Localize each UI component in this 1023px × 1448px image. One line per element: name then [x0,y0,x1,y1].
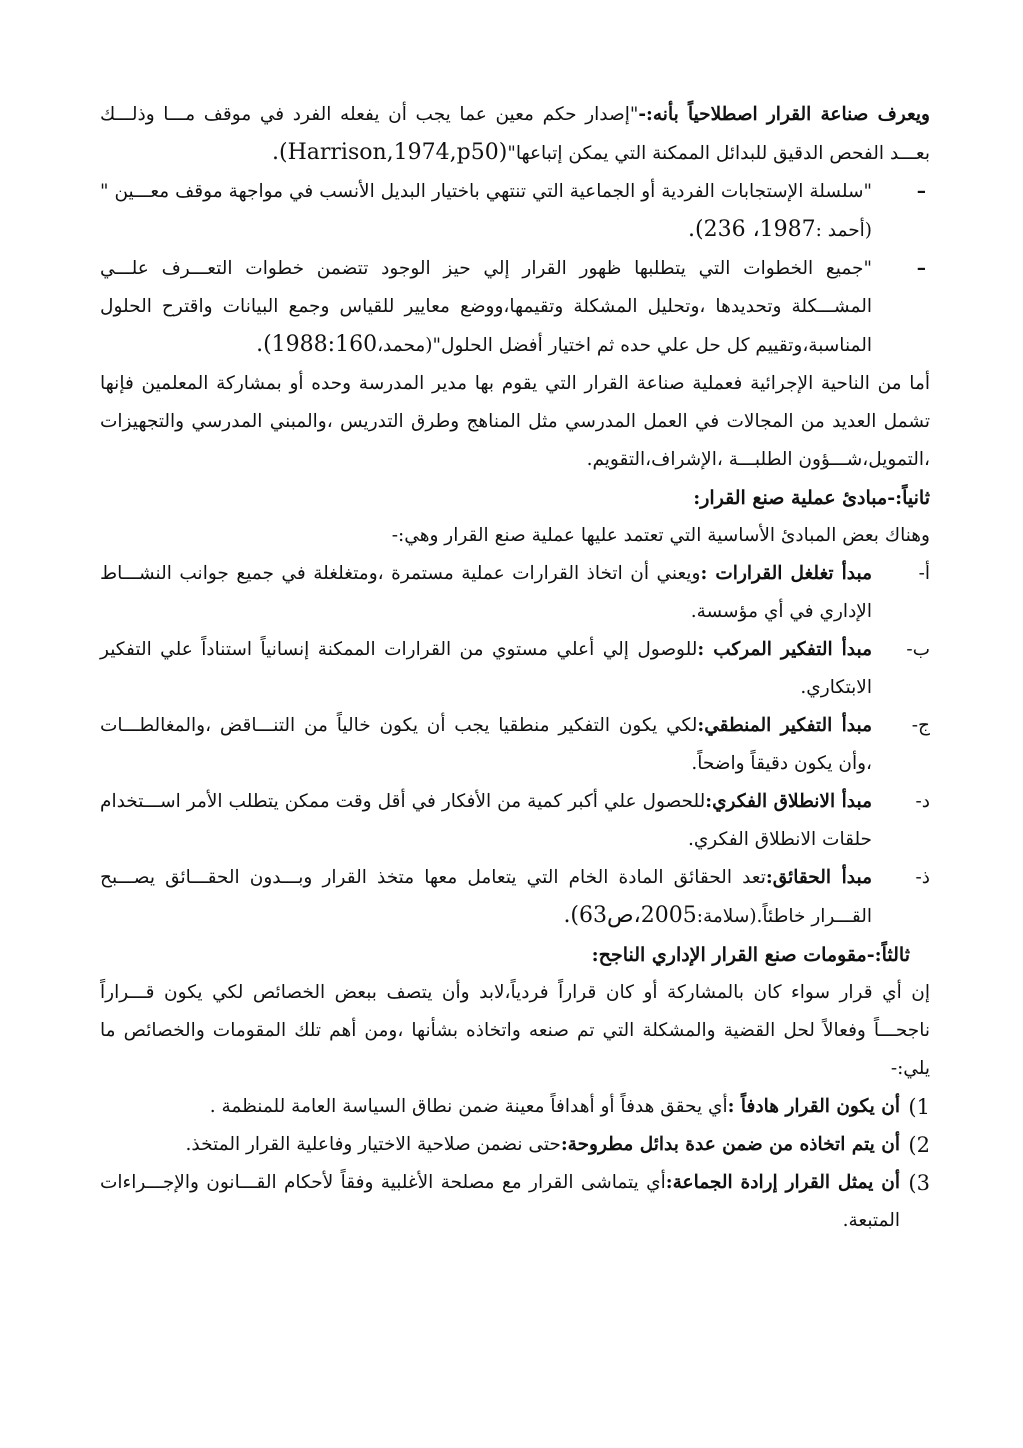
principle-text: للوصول إلي أعلي مستوي من القرارات الممكنة إنسانياً استناداً علي التفكير الابتكاري. [100,639,872,698]
definition-item-2 [100,250,930,365]
component-text: أي يحقق هدفاً أو أهدافاً معينة ضمن نطاق السياسة العامة للمنظمة . [209,1096,728,1117]
procedural-paragraph: أما من الناحية الإجرائية فعملية صناعة القرار التي يقوم بها مدير المدرسة وحده أو بمشاركة المعلمين فإنها تشمل العديد من المجالات في العمل المدرسي مثل المناهج وطرق التدريس ،والمبني المدرسي والتجهيزات ،التمويل،شـــؤون الطلبـــة ،الإشراف،التقويم. [100,373,930,470]
component-title: أن يكون القرار هادفاً : [727,1096,900,1117]
component-text: حتى نضمن صلاحية الاختيار وفاعلية القرار المتخذ. [185,1134,561,1155]
item-letter: د- [915,791,930,812]
definition-item-1 [100,173,930,250]
component-item [100,1088,930,1126]
principle-item [100,859,930,936]
item-letter: ذ- [915,867,930,888]
component-title: أن يتم اتخاذه من ضمن عدة بدائل مطروحة: [560,1134,900,1155]
item-number: 2) [908,1133,930,1157]
principle-item [100,631,930,707]
section-heading-components: ثالثاً:-مقومات صنع القرار الإداري الناجح: [591,944,910,966]
principle-item [100,783,930,859]
components-intro: إن أي قرار سواء كان بالمشاركة أو كان قراراً فردياً،لابد وأن يتصف ببعض الخصائص لكي يكون قـــراراً ناجحـــاً وفعالاً لحل القضية والمشكلة التي تم صنعه واتخاذه بشأنها ،ومن أهم تلك المقومات والخصائص ما يلي:- [100,982,930,1079]
component-item [100,1164,930,1240]
document-page [100,96,930,1240]
definition-text: "إصدار حكم معين عما يجب أن يفعله الفرد في موقف مـــا وذلـــك بعـــد الفحص الدقيق للبدائل الممكنة التي يمكن إتباعها" [100,104,930,164]
principle-item [100,707,930,783]
dash-bullet: – [916,181,926,202]
principle-title: مبدأ تغلغل القرارات : [700,563,872,584]
item-letter: أ- [918,563,930,584]
principle-text: تعد الحقائق المادة الخام التي يتعامل معها متخذ القرار وبـــدون الحقـــائق يصـــبح القـــرار خاطئاً.(سلامة: [100,867,872,927]
principle-title: مبدأ الانطلاق الفكري: [705,791,872,812]
principle-text: ويعني أن اتخاذ القرارات عملية مستمرة ،ومتغلغلة في جميع جوانب النشـــاط الإداري في أي مؤسسة. [100,563,872,622]
principle-title: مبدأ التفكير المنطقي: [697,715,872,736]
component-title: أن يمثل القرار إرادة الجماعة: [665,1172,900,1193]
dash-bullet: – [916,258,926,279]
section-heading-principles: ثانياً:-مبادئ عملية صنع القرار: [693,487,930,509]
principle-item [100,555,930,631]
principle-title: مبدأ التفكير المركب : [697,639,873,660]
principle-title: مبدأ الحقائق: [765,867,872,888]
item-letter: ب- [906,639,930,660]
principle-citation: 2005،ص63). [563,903,697,928]
definition-citation: (Harrison,1974,p50). [272,140,508,165]
principles-intro: وهناك بعض المبادئ الأساسية التي تعتمد عليها عملية صنع القرار وهي:- [391,525,930,546]
definition-item-citation: 1987، 236). [688,217,816,242]
definition-item-citation: 1988:160). [256,332,378,357]
definition-paragraph [100,96,930,173]
item-number: 1) [908,1095,930,1119]
principle-text: للحصول علي أكبر كمية من الأفكار في أقل وقت ممكن يتطلب الأمر اســـتخدام حلقات الانطلاق الفكري. [100,791,872,850]
definition-item-text: "جميع الخطوات التي يتطلبها ظهور القرار إلي حيز الوجود تتضمن خطوات التعـــرف علـــي المشـــكلة وتحديدها ،وتحليل المشكلة وتقيمها،ووضع معايير للقياس وجمع البيانات واقترح الحلول المناسبة،وتقييم كل حل علي حده ثم اختيار أفضل الحلول"(محمد، [100,258,872,356]
principle-text: لكي يكون التفكير منطقيا يجب أن يكون خالياً من التنـــاقض ،والمغالطـــات ،وأن يكون دقيقاً واضحاً. [100,715,872,774]
definition-item-text: "سلسلة الإستجابات الفردية أو الجماعية التي تنتهي باختيار البديل الأنسب في مواجهة موقف معـــين "(أحمد : [100,181,872,241]
component-text: أي يتماشى القرار مع مصلحة الأغلبية وفقاً لأحكام القـــانون والإجـــراءات المتبعة. [100,1172,900,1231]
item-number: 3) [908,1171,930,1195]
definition-lead: ويعرف صناعة القرار اصطلاحياً بأنه:- [638,104,930,125]
component-item [100,1126,930,1164]
item-letter: ج- [911,715,930,736]
